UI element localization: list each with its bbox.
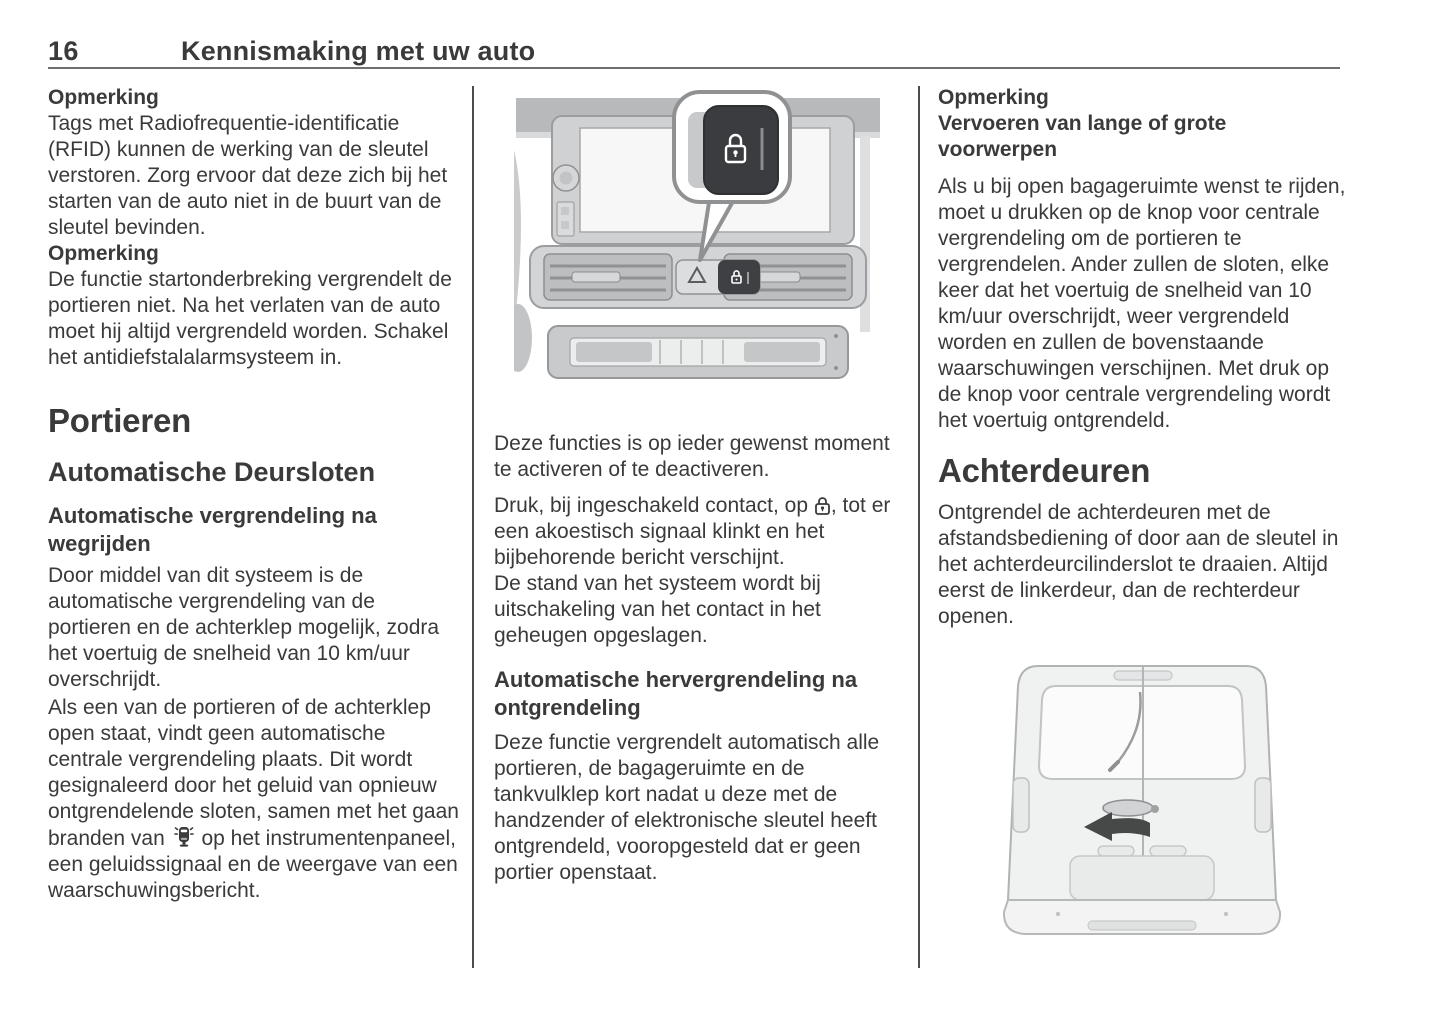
subsection-heading-deursloten: Automatische Deursloten <box>48 457 376 487</box>
section-heading-achterdeuren: Achterdeuren <box>938 452 1151 489</box>
car-doors-warning-icon <box>171 825 196 849</box>
paragraph-text: Als een van de portieren of de achterklep open staat, vindt geen automatische centrale vergrendeling plaats. Dit wordt gesignaleerd door het geluid van opnieuw ontgrendelende sloten, samen met het gaan branden van <box>48 696 459 850</box>
header-rule <box>48 67 1340 69</box>
note-text: De functie startonderbreking vergrendelt de portieren niet. Na het verlaten van de auto moet hij altijd vergrendeld worden. Schakel het antidiefstalalarmsysteem in. <box>48 268 452 369</box>
note-text: Tags met Radiofrequentie-identificatie (RFID) kunnen de werking van de sleutel verstoren. Zorg ervoor dat deze zich bij het starten van de auto niet in de buurt van de sleutel bevinden. <box>48 112 448 239</box>
license-plate-recess <box>1070 856 1214 900</box>
paragraph-text: op het instrumentenpaneel, een geluidssignaal en de weergave van een waarschuwingsbericht. <box>48 827 458 902</box>
lock-icon <box>814 495 831 516</box>
left-air-vent <box>544 254 672 300</box>
lower-control-tray <box>548 326 848 378</box>
body-paragraph: Door middel van dit systeem is de automatische vergrendeling van de portieren en de achterklep mogelijk, zodra het voertuig de snelheid van 10 km/uur overschrijdt. <box>48 564 440 691</box>
dashboard-figure <box>514 90 902 397</box>
body-paragraph-with-icon <box>494 493 902 571</box>
paragraph-text: Druk, bij ingeschakeld contact, op <box>494 494 814 517</box>
note-label: Opmerking <box>48 242 159 265</box>
center-button-cluster <box>676 260 760 294</box>
note-title: Vervoeren van lange of grote voorwerpen <box>938 112 1227 161</box>
body-paragraph: Deze functies is op ieder gewenst moment te activeren of te deactiveren. <box>494 432 890 481</box>
van-rear-figure <box>992 650 1346 957</box>
rear-bumper <box>1004 900 1280 934</box>
note-label: Opmerking <box>938 86 1049 109</box>
central-locking-button <box>718 260 760 294</box>
middle-column <box>494 88 902 886</box>
chapter-title: Kennismaking met uw auto <box>181 36 536 66</box>
right-taillight <box>1255 778 1271 832</box>
subsubsection-heading-vergrendeling-wegrijden: Automatische vergrendeling na wegrijden <box>48 503 377 556</box>
paragraph-text: , tot er een akoestisch signaal klinkt en het bijbehorende bericht verschijnt. <box>494 494 891 569</box>
left-column <box>48 85 460 904</box>
left-taillight <box>1013 778 1029 832</box>
body-paragraph: Ontgrendel de achterdeuren met de afstandsbediening of door aan de sleutel in het achterdeurcilinderslot te draaien. Altijd eerst de linkerdeur, dan de rechterdeur openen. <box>938 501 1339 628</box>
note-label: Opmerking <box>48 86 159 109</box>
central-locking-callout <box>674 92 790 202</box>
body-paragraph: De stand van het systeem wordt bij uitschakeling van het contact in het geheugen opgeslagen. <box>494 572 821 647</box>
column-divider-right <box>918 86 920 968</box>
column-divider-left <box>472 86 474 968</box>
vent-panel <box>530 246 866 308</box>
body-paragraph: Deze functie vergrendelt automatisch alle portieren, de bagageruimte en de tankvulklep kort nadat u deze met de handzender of elektronische sleutel heeft ontgrendeld, vooropgesteld dat er geen portier openstaat. <box>494 731 880 884</box>
body-paragraph-with-icon <box>48 695 460 904</box>
page-number: 16 <box>48 36 79 66</box>
subsubsection-heading-hervergrendeling: Automatische hervergrendeling na ontgrendeling <box>494 667 858 720</box>
section-heading-portieren: Portieren <box>48 402 192 439</box>
right-column <box>938 85 1346 957</box>
note-text: Als u bij open bagageruimte wenst te rijden, moet u drukken op de knop voor centrale vergrendeling om de portieren te vergrendelen. Ander zullen de sloten, elke keer dat het voertuig de snelheid van 10 km/uur overschrijdt, weer vergrendeld worden en zullen de bovenstaande waarschuwingen verschijnen. Met druk op de knop voor centrale vergrendeling wordt het voertuig ontgrendeld. <box>938 175 1346 432</box>
